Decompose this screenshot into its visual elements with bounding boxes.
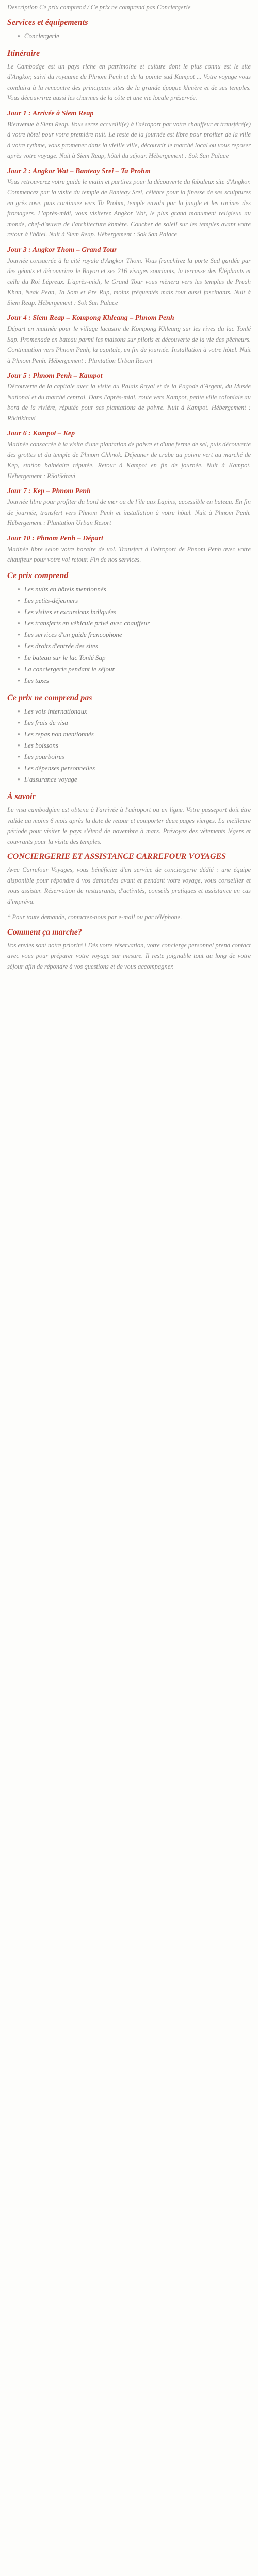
day-title: Jour 6 : Kampot – Kep <box>7 430 75 438</box>
day-title: Jour 3 : Angkor Thom – Grand Tour <box>7 246 117 254</box>
day-title: Jour 5 : Phnom Penh – Kampot <box>7 372 103 380</box>
includes-item: ● Les transferts en véhicule privé avec chauffeur <box>18 618 251 629</box>
excludes-item: ● Les dépenses personnelles <box>18 762 251 774</box>
day-title: Jour 4 : Siem Reap – Kompong Khleang – Phnom Penh <box>7 314 174 323</box>
includes-item: ● Les nuits en hôtels mentionnés <box>18 584 251 595</box>
concierge-note: * Pour toute demande, contactez-nous par e-mail ou par téléphone. <box>7 913 182 921</box>
day-text: Vous retrouverez votre guide le matin et partirez pour la découverte du fabuleux site d'Angkor. Commencez par la visite du temple de Banteay Srei, célèbre pour la finesse de ses sculptures en grès rose, puis continuez vers Ta Prohm, temple envahi par la jungle et les racines des fromagers. L'après-midi, vous visiterez Angkor Wat, le plus grand monument religieux au monde, chef-d'œuvre de l'architecture khmère. Coucher de soleil sur les temples avant votre retour à l'hôtel. Nuit à Siem Reap. Hébergement : Sok San Palace <box>7 178 251 239</box>
how-title: Comment ça marche? <box>7 927 82 937</box>
day-title: Jour 7 : Kep – Phnom Penh <box>7 487 91 496</box>
includes-item: ● Les taxes <box>18 675 251 686</box>
excludes-list <box>7 706 251 786</box>
how-text: Vos envies sont notre priorité ! Dès votre réservation, votre concierge personnel prend contact avec vous pour préparer votre voyage sur mesure. Il reste joignable tout au long de votre séjour afin de répondre à vos questions et de vous accompagner. <box>7 941 251 970</box>
excludes-item: ● Les pourboires <box>18 751 251 762</box>
day-text: Matinée consacrée à la visite d'une plantation de poivre et d'une ferme de sel, puis découverte des grottes et du temple de Phnom Chhnok. Déjeuner de crabe au poivre vert au marché de Kep, station balnéaire réputée. Retour à Kampot en fin de journée. Nuit à Kampot. Hébergement : Rikitikitavi <box>7 440 251 480</box>
includes-list <box>7 584 251 686</box>
day-text: Journée consacrée à la cité royale d'Angkor Thom. Vous franchirez la porte Sud gardée par des géants et découvrirez le Bayon et ses 216 visages souriants, la terrasse des Éléphants et celle du Roi Lépreux. L'après-midi, le Grand Tour vous mènera vers les temples de Preah Khan, Neak Pean, Ta Som et Pre Rup, moins fréquentés mais tout aussi fascinants. Nuit à Siem Reap. Hébergement : Sok San Palace <box>7 257 251 307</box>
day-title: Jour 2 : Angkor Wat – Banteay Srei – Ta Prohm <box>7 167 151 175</box>
excludes-item: ● L'assurance voyage <box>18 774 251 785</box>
day-text: Découverte de la capitale avec la visite du Palais Royal et de la Pagode d'Argent, du Musée National et du marché central. Dans l'après-midi, route vers Kampot, petite ville coloniale au bord de la rivière, réputée pour ses plantations de poivre. Nuit à Kampot. Hébergement : Rikitikitavi <box>7 383 251 422</box>
services-list <box>7 30 251 42</box>
includes-item: ● Le bateau sur le lac Tonlé Sap <box>18 652 251 664</box>
concierge-text: Avec Carrefour Voyages, vous bénéficiez d'un service de conciergerie dédié : une équipe disponible pour répondre à vos demandes avant et pendant votre voyage, vous conseiller et vous assister. Réservation de restaurants, d'activités, conseils pratiques et assistance en cas d'imprévu. <box>7 866 251 905</box>
excludes-item: ● Les boissons <box>18 740 251 751</box>
includes-item: ● Les services d'un guide francophone <box>18 629 251 640</box>
excludes-item: ● Les vols internationaux <box>18 706 251 717</box>
day-text: Bienvenue à Siem Reap. Vous serez accueilli(e) à l'aéroport par votre chauffeur et transféré(e) à votre hôtel pour votre première nuit. Le reste de la journée est libre pour profiter de la ville à votre rythme, vous promener dans la vieille ville, découvrir le marché local ou vous reposer après votre voyage. Nuit à Siem Reap, hôtel du séjour. Hébergement : Sok San Palace <box>7 120 251 160</box>
concierge-title: CONCIERGERIE ET ASSISTANCE CARREFOUR VOYAGES <box>7 852 227 861</box>
includes-item: ● La conciergerie pendant le séjour <box>18 664 251 675</box>
page <box>0 0 258 972</box>
services-item: ● Conciergerie <box>18 30 251 42</box>
day-title: Jour 1 : Arrivée à Siem Reap <box>7 109 94 117</box>
day-text: Matinée libre selon votre horaire de vol. Transfert à l'aéroport de Phnom Penh avec votre chauffeur pour votre vol retour. Fin de nos services. <box>7 545 251 564</box>
includes-item: ● Les droits d'entrée des sites <box>18 640 251 652</box>
day-title: Jour 10 : Phnom Penh – Départ <box>7 534 103 543</box>
day-text: Journée libre pour profiter du bord de mer ou de l'île aux Lapins, accessible en bateau. En fin de journée, transfert vers Phnom Penh et installation à votre hôtel. Nuit à Phnom Penh. Hébergement : Plantation Urban Resort <box>7 498 251 527</box>
excludes-title: Ce prix ne comprend pas <box>7 693 92 702</box>
includes-item: ● Les visites et excursions indiquées <box>18 606 251 618</box>
top-line: Description Ce prix comprend / Ce prix ne comprend pas Conciergerie <box>7 4 191 11</box>
itinerary-title: Itinéraire <box>7 48 40 58</box>
itinerary-intro: Le Cambodge est un pays riche en patrimoine et culture dont le plus connu est le site d'Angkor, suivi du royaume de Phnom Penh et de la pointe sud Kampot ... Votre voyage vous conduira à la rencontre des principaux sites de la grande époque khmère et de ses temples. Vous découvrirez aussi les charmes de la côte et une vie locale préservée. <box>7 62 251 102</box>
excludes-item: ● Les frais de visa <box>18 717 251 728</box>
excludes-item: ● Les repas non mentionnés <box>18 728 251 740</box>
includes-title: Ce prix comprend <box>7 571 69 580</box>
includes-item: ● Les petits-déjeuners <box>18 595 251 606</box>
advice-text: Le visa cambodgien est obtenu à l'arrivée à l'aéroport ou en ligne. Votre passeport doit être valide au moins 6 mois après la date de retour et comporter deux pages vierges. La meilleure période pour visiter le pays s'étend de novembre à mars. Prévoyez des vêtements légers et couvrants pour la visite des temples. <box>7 806 251 845</box>
services-title: Services et équipements <box>7 18 88 27</box>
advice-title: À savoir <box>7 792 36 802</box>
day-text: Départ en matinée pour le village lacustre de Kompong Khleang sur les rives du lac Tonlé Sap. Promenade en bateau parmi les maisons sur pilotis et découverte de la vie des pêcheurs. Continuation vers Phnom Penh, la capitale, en fin de journée. Installation à votre hôtel. Nuit à Phnom Penh. Hébergement : Plantation Urban Resort <box>7 325 251 364</box>
